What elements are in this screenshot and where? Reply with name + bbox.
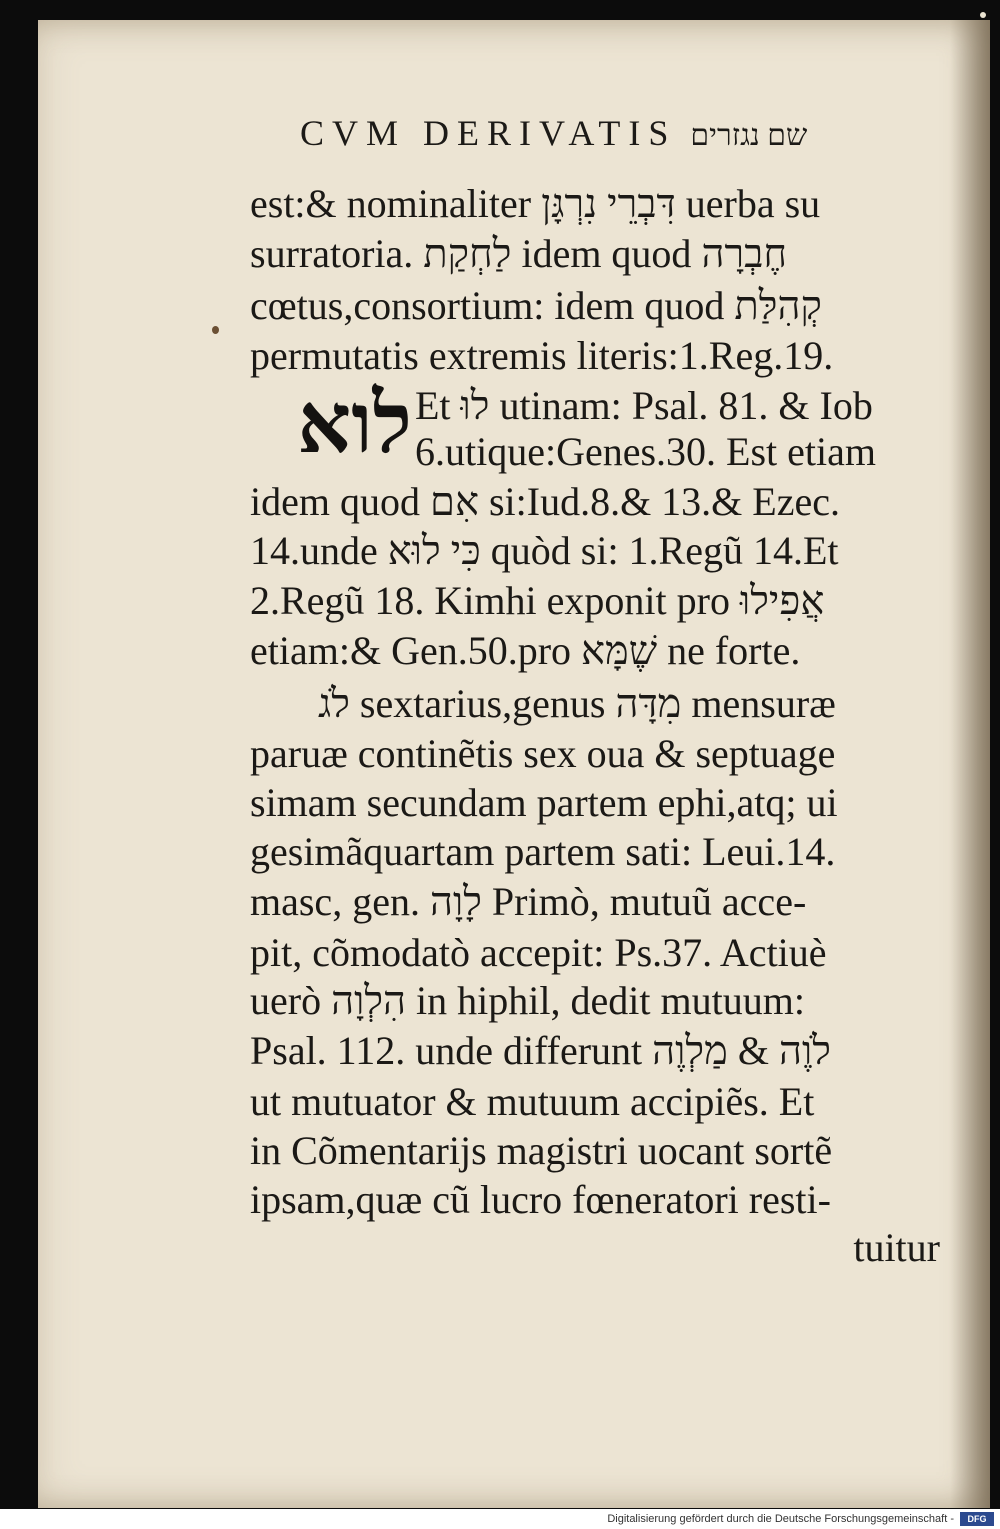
- text-line: gesimãquartam partem sati: Leui.14.: [250, 829, 836, 874]
- text-line: Et לוּ utinam: Psal. 81. & Iob: [415, 383, 873, 428]
- ink-spot: [980, 12, 986, 18]
- text-line: uerò הִלְוָה in hiphil, dedit mutuum:: [250, 978, 805, 1023]
- text-line: masc, gen. לָוָה Primò, mutuũ acce-: [250, 879, 807, 924]
- text-line: est:& nominaliter דִּבְרֵי נִרְגָּן uerba su: [250, 181, 821, 226]
- text-line: pit, cõmodatò accepit: Ps.37. Actiuè: [250, 930, 827, 975]
- catchword: tuitur: [853, 1225, 940, 1270]
- footer-bar: [0, 1509, 1000, 1529]
- text-line: simam secundam partem ephi,atq; ui: [250, 780, 838, 825]
- footer-credit: Digitalisierung gefördert durch die Deutsche Forschungsgemeinschaft -: [607, 1513, 954, 1525]
- text-line: ipsam,quæ cũ lucro fœneratori resti-: [250, 1177, 831, 1222]
- text-line: etiam:& Gen.50.pro שֶׁמָּא ne forte.: [250, 628, 801, 673]
- text-line: surratoria. לַחְקַת idem quod חֶבְרָה: [250, 231, 788, 276]
- running-head: [300, 112, 940, 172]
- text-line: 6.utique:Genes.30. Est etiam: [415, 429, 877, 474]
- page-gutter-shadow: [950, 20, 990, 1508]
- drop-initial: לוא: [297, 378, 412, 471]
- text-line: permutatis extremis literis:1.Reg.19.: [250, 333, 834, 378]
- running-head-hebrew: שם נגזרים: [690, 119, 808, 152]
- text-line: Psal. 112. unde differunt לֹוֶה & מַלְוֶה: [250, 1028, 831, 1073]
- text-line: 14.unde כִּי לוּא quòd si: 1.Regũ 14.Et: [250, 528, 839, 573]
- text-line: paruæ continẽtis sex oua & septuage: [250, 731, 836, 776]
- text-line: לֹג sextarius,genus מִדָּה mensuræ: [318, 681, 836, 726]
- text-line: 2.Regũ 18. Kimhi exponit pro אֲפִילוּ: [250, 578, 825, 623]
- running-head-latin: CVM DERIVATIS: [300, 113, 677, 153]
- text-line: idem quod אִם si:Iud.8.& 13.& Ezec.: [250, 479, 840, 524]
- text-line: in Cõmentarijs magistri uocant sortẽ: [250, 1128, 833, 1173]
- text-line: ut mutuator & mutuum accipiẽs. Et: [250, 1079, 815, 1124]
- text-line: cœtus,consortium: idem quod קְהִלַּת: [250, 283, 822, 328]
- ink-spot: [212, 326, 219, 334]
- dfg-logo: DFG: [960, 1512, 994, 1526]
